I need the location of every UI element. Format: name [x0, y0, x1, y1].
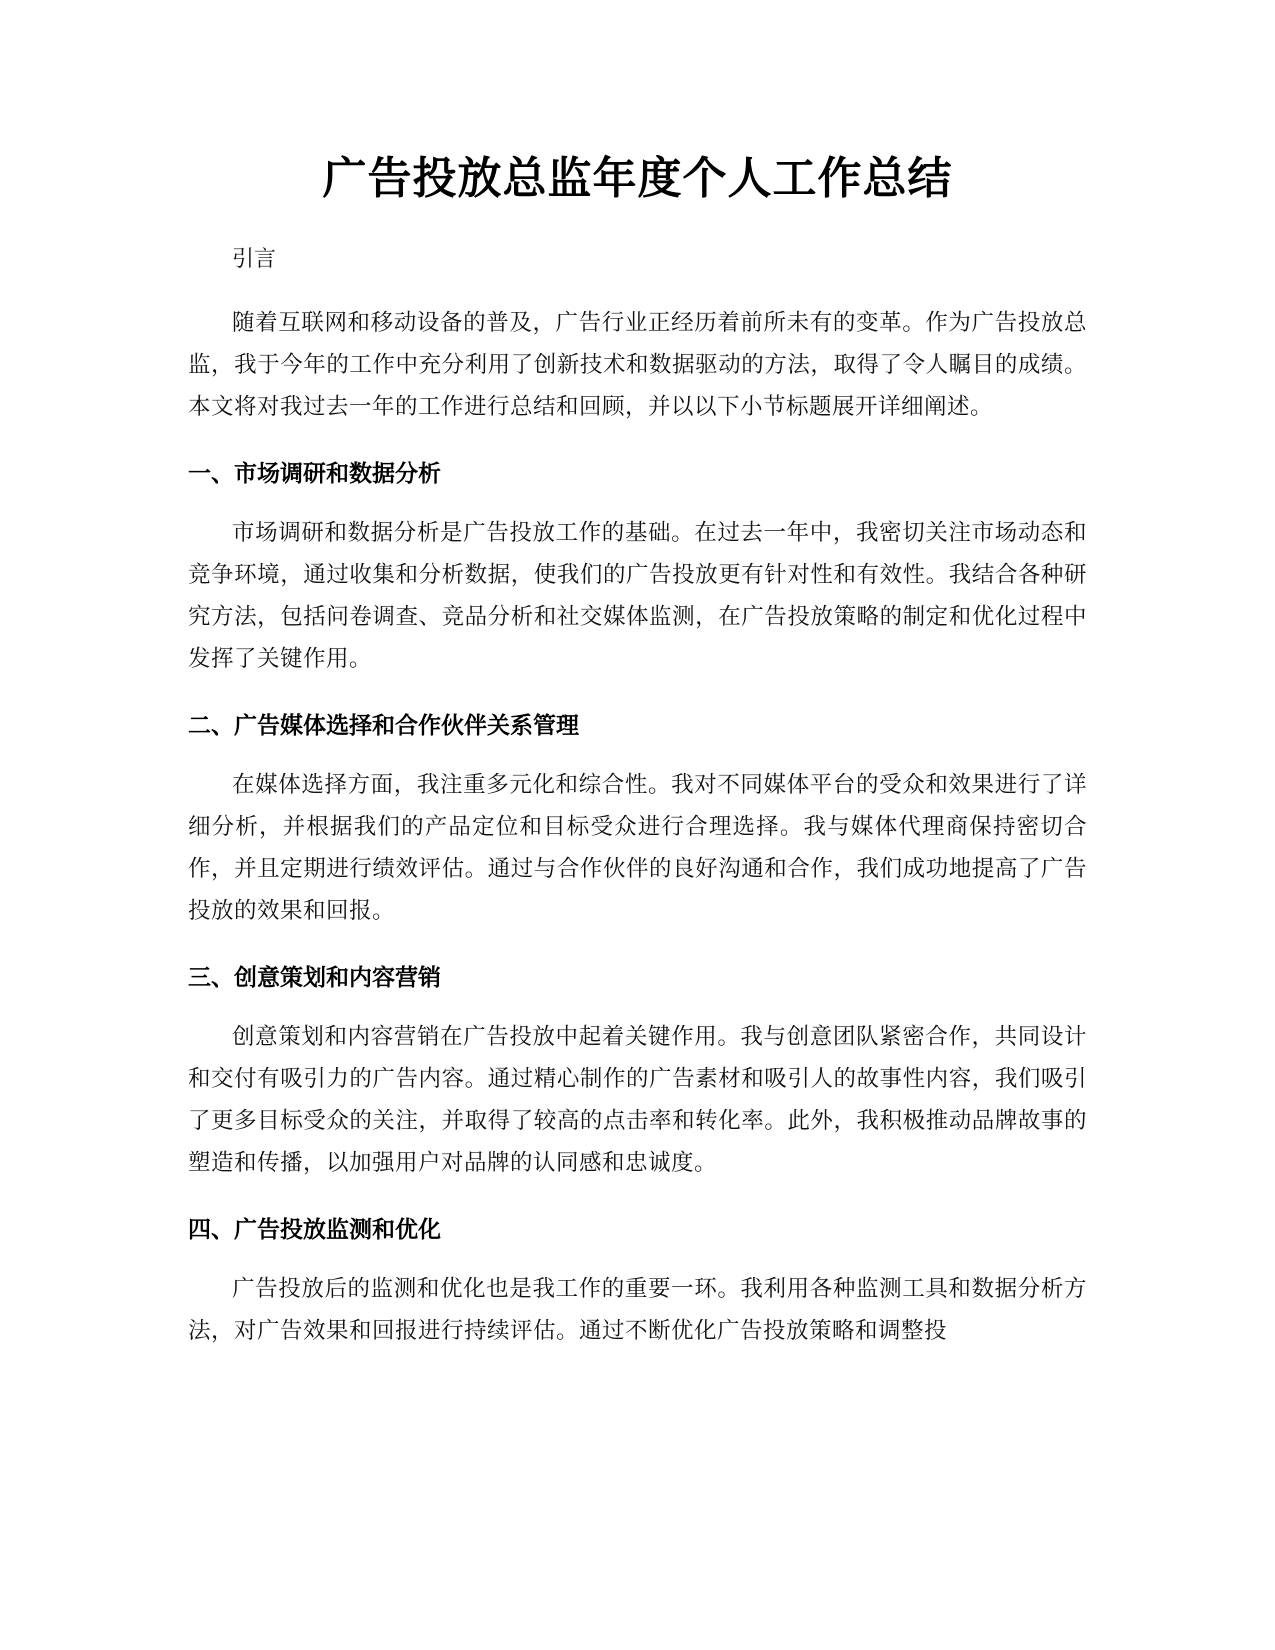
- section-paragraph-media-selection: 在媒体选择方面，我注重多元化和综合性。我对不同媒体平台的受众和效果进行了详细分析，并根据我们的产品定位和目标受众进行合理选择。我与媒体代理商保持密切合作，并且定期进行绩效评估。通过与合作伙伴的良好沟通和合作，我们成功地提高了广告投放的效果和回报。: [188, 772, 1087, 924]
- section-heading-creative-planning: 三、创意策划和内容营销: [188, 965, 441, 991]
- intro-label: 引言: [232, 247, 277, 272]
- section-paragraph-market-research: 市场调研和数据分析是广告投放工作的基础。在过去一年中，我密切关注市场动态和竞争环境，通过收集和分析数据，使我们的广告投放更有针对性和有效性。我结合各种研究方法，包括问卷调查、竞品分析和社交媒体监测，在广告投放策略的制定和优化过程中发挥了关键作用。: [188, 520, 1087, 672]
- section-heading-monitoring: 四、广告投放监测和优化: [188, 1217, 441, 1243]
- section-heading-media-selection: 二、广告媒体选择和合作伙伴关系管理: [188, 713, 579, 739]
- document-body: [188, 148, 1087, 1352]
- document-title: 广告投放总监年度个人工作总结: [322, 153, 953, 204]
- section-heading-market-research: 一、市场调研和数据分析: [188, 461, 441, 487]
- section-paragraph-monitoring: 广告投放后的监测和优化也是我工作的重要一环。我利用各种监测工具和数据分析方法，对广告效果和回报进行持续评估。通过不断优化广告投放策略和调整投: [188, 1276, 1087, 1344]
- intro-paragraph: 随着互联网和移动设备的普及，广告行业正经历着前所未有的变革。作为广告投放总监，我于今年的工作中充分利用了创新技术和数据驱动的方法，取得了令人瞩目的成绩。本文将对我过去一年的工作进行总结和回顾，并以以下小节标题展开详细阐述。: [188, 310, 1087, 420]
- section-paragraph-creative-planning: 创意策划和内容营销在广告投放中起着关键作用。我与创意团队紧密合作，共同设计和交付有吸引力的广告内容。通过精心制作的广告素材和吸引人的故事性内容，我们吸引了更多目标受众的关注，并取得了较高的点击率和转化率。此外，我积极推动品牌故事的塑造和传播，以加强用户对品牌的认同感和忠诚度。: [188, 1024, 1087, 1176]
